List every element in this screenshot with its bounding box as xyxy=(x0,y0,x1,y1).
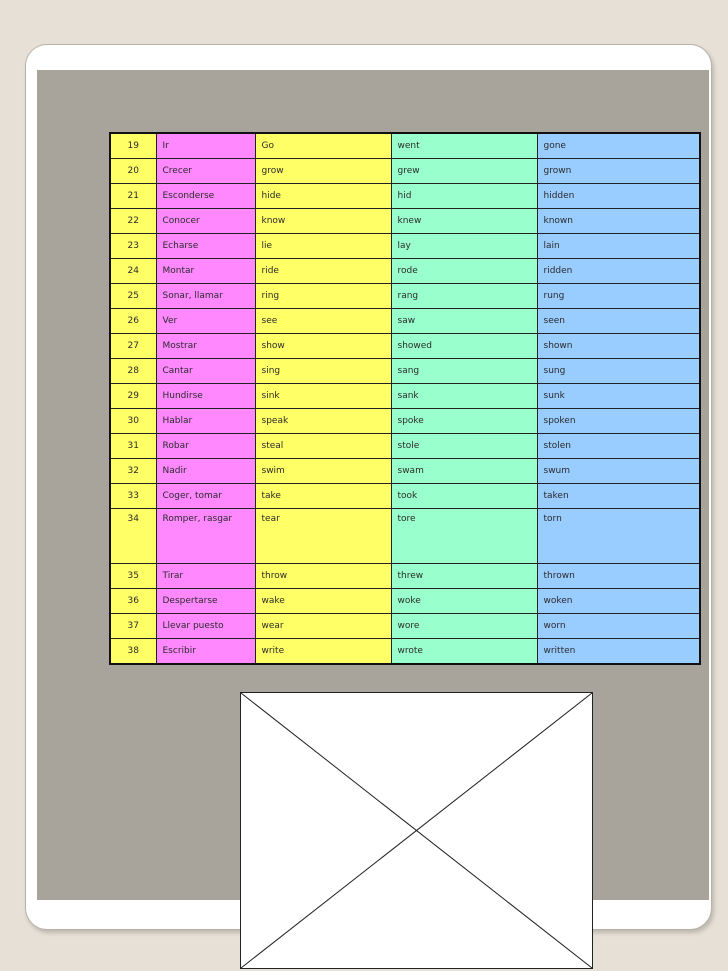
placeholder-cross-icon xyxy=(241,693,592,968)
past-simple-cell: stole xyxy=(391,434,537,459)
verb-number-cell: 22 xyxy=(110,209,156,234)
verb-number-cell: 25 xyxy=(110,284,156,309)
spanish-meaning-cell: Coger, tomar xyxy=(156,484,255,509)
spanish-meaning-cell: Cantar xyxy=(156,359,255,384)
past-participle-cell: gone xyxy=(537,133,700,159)
past-participle-cell: lain xyxy=(537,234,700,259)
infinitive-cell: ride xyxy=(255,259,391,284)
verb-rows xyxy=(110,133,700,664)
spanish-meaning-cell: Montar xyxy=(156,259,255,284)
infinitive-cell: show xyxy=(255,334,391,359)
infinitive-cell: take xyxy=(255,484,391,509)
spanish-meaning-cell: Romper, rasgar xyxy=(156,509,255,564)
past-participle-cell: taken xyxy=(537,484,700,509)
verb-number-cell: 35 xyxy=(110,564,156,589)
past-participle-cell: ridden xyxy=(537,259,700,284)
infinitive-cell: wear xyxy=(255,614,391,639)
infinitive-cell: steal xyxy=(255,434,391,459)
verb-row xyxy=(110,484,700,509)
past-participle-cell: stolen xyxy=(537,434,700,459)
past-participle-cell: torn xyxy=(537,509,700,564)
past-participle-cell: thrown xyxy=(537,564,700,589)
past-participle-cell: worn xyxy=(537,614,700,639)
verb-row xyxy=(110,564,700,589)
spanish-meaning-cell: Esconderse xyxy=(156,184,255,209)
spanish-meaning-cell: Ver xyxy=(156,309,255,334)
past-simple-cell: saw xyxy=(391,309,537,334)
verb-row xyxy=(110,614,700,639)
spanish-meaning-cell: Echarse xyxy=(156,234,255,259)
past-participle-cell: woken xyxy=(537,589,700,614)
verb-row xyxy=(110,133,700,159)
verb-row xyxy=(110,409,700,434)
infinitive-cell: throw xyxy=(255,564,391,589)
verb-row xyxy=(110,309,700,334)
past-participle-cell: known xyxy=(537,209,700,234)
past-simple-cell: hid xyxy=(391,184,537,209)
verb-number-cell: 32 xyxy=(110,459,156,484)
infinitive-cell: sink xyxy=(255,384,391,409)
past-simple-cell: sang xyxy=(391,359,537,384)
past-simple-cell: grew xyxy=(391,159,537,184)
content-panel xyxy=(37,70,709,900)
verb-row xyxy=(110,434,700,459)
past-participle-cell: spoken xyxy=(537,409,700,434)
spanish-meaning-cell: Nadir xyxy=(156,459,255,484)
verb-number-cell: 33 xyxy=(110,484,156,509)
infinitive-cell: grow xyxy=(255,159,391,184)
spanish-meaning-cell: Ir xyxy=(156,133,255,159)
past-simple-cell: showed xyxy=(391,334,537,359)
infinitive-cell: ring xyxy=(255,284,391,309)
spanish-meaning-cell: Escribir xyxy=(156,639,255,665)
spanish-meaning-cell: Llevar puesto xyxy=(156,614,255,639)
past-participle-cell: sung xyxy=(537,359,700,384)
verb-number-cell: 20 xyxy=(110,159,156,184)
past-participle-cell: shown xyxy=(537,334,700,359)
verb-number-cell: 23 xyxy=(110,234,156,259)
verb-number-cell: 19 xyxy=(110,133,156,159)
past-simple-cell: lay xyxy=(391,234,537,259)
verb-row xyxy=(110,159,700,184)
image-placeholder xyxy=(240,692,593,969)
infinitive-cell: know xyxy=(255,209,391,234)
verb-number-cell: 34 xyxy=(110,509,156,564)
infinitive-cell: hide xyxy=(255,184,391,209)
past-simple-cell: rang xyxy=(391,284,537,309)
infinitive-cell: speak xyxy=(255,409,391,434)
irregular-verbs-table xyxy=(109,132,701,665)
verb-number-cell: 29 xyxy=(110,384,156,409)
infinitive-cell: Go xyxy=(255,133,391,159)
past-participle-cell: rung xyxy=(537,284,700,309)
past-simple-cell: took xyxy=(391,484,537,509)
past-participle-cell: sunk xyxy=(537,384,700,409)
verb-number-cell: 36 xyxy=(110,589,156,614)
past-participle-cell: written xyxy=(537,639,700,665)
past-participle-cell: hidden xyxy=(537,184,700,209)
past-simple-cell: knew xyxy=(391,209,537,234)
spanish-meaning-cell: Tirar xyxy=(156,564,255,589)
past-simple-cell: woke xyxy=(391,589,537,614)
verb-row xyxy=(110,459,700,484)
past-participle-cell: seen xyxy=(537,309,700,334)
infinitive-cell: lie xyxy=(255,234,391,259)
verb-row xyxy=(110,209,700,234)
past-simple-cell: wore xyxy=(391,614,537,639)
past-participle-cell: swum xyxy=(537,459,700,484)
spanish-meaning-cell: Hundirse xyxy=(156,384,255,409)
verb-number-cell: 24 xyxy=(110,259,156,284)
verb-row xyxy=(110,589,700,614)
spanish-meaning-cell: Robar xyxy=(156,434,255,459)
verb-number-cell: 31 xyxy=(110,434,156,459)
past-simple-cell: wrote xyxy=(391,639,537,665)
infinitive-cell: swim xyxy=(255,459,391,484)
infinitive-cell: see xyxy=(255,309,391,334)
past-participle-cell: grown xyxy=(537,159,700,184)
spanish-meaning-cell: Conocer xyxy=(156,209,255,234)
infinitive-cell: sing xyxy=(255,359,391,384)
spanish-meaning-cell: Sonar, llamar xyxy=(156,284,255,309)
spanish-meaning-cell: Mostrar xyxy=(156,334,255,359)
verb-row xyxy=(110,334,700,359)
spanish-meaning-cell: Crecer xyxy=(156,159,255,184)
verb-number-cell: 27 xyxy=(110,334,156,359)
past-simple-cell: sank xyxy=(391,384,537,409)
spanish-meaning-cell: Despertarse xyxy=(156,589,255,614)
verb-number-cell: 28 xyxy=(110,359,156,384)
past-simple-cell: tore xyxy=(391,509,537,564)
verb-row xyxy=(110,639,700,665)
infinitive-cell: wake xyxy=(255,589,391,614)
spanish-meaning-cell: Hablar xyxy=(156,409,255,434)
past-simple-cell: swam xyxy=(391,459,537,484)
past-simple-cell: rode xyxy=(391,259,537,284)
infinitive-cell: write xyxy=(255,639,391,665)
verb-row xyxy=(110,234,700,259)
past-simple-cell: went xyxy=(391,133,537,159)
verb-number-cell: 26 xyxy=(110,309,156,334)
past-simple-cell: spoke xyxy=(391,409,537,434)
verb-number-cell: 21 xyxy=(110,184,156,209)
verb-row xyxy=(110,509,700,564)
verb-row xyxy=(110,184,700,209)
verb-row xyxy=(110,384,700,409)
verb-number-cell: 37 xyxy=(110,614,156,639)
verb-row xyxy=(110,259,700,284)
verb-number-cell: 30 xyxy=(110,409,156,434)
verb-number-cell: 38 xyxy=(110,639,156,665)
verb-row xyxy=(110,359,700,384)
past-simple-cell: threw xyxy=(391,564,537,589)
infinitive-cell: tear xyxy=(255,509,391,564)
verb-row xyxy=(110,284,700,309)
